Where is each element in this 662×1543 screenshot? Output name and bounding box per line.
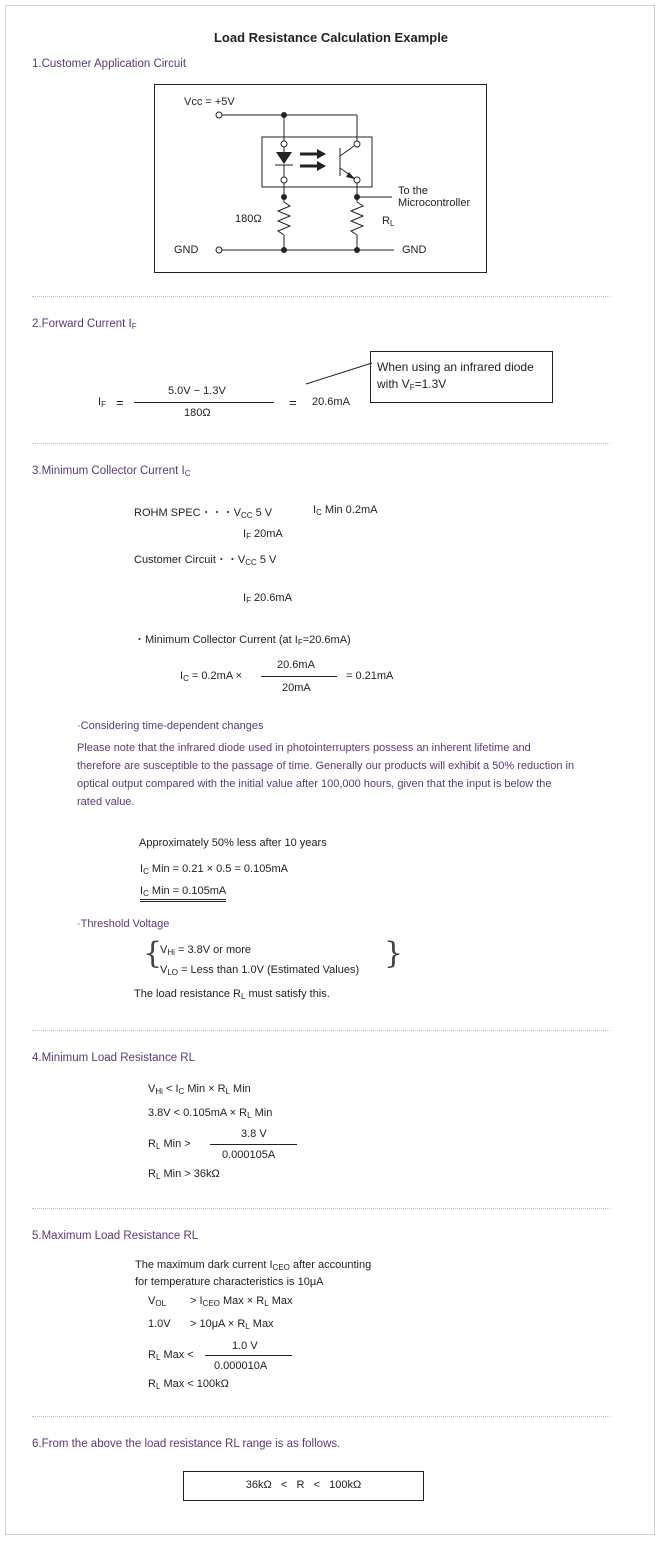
left-brace: { [143,936,163,971]
section-6-heading: 6.From the above the load resistance RL range is as follows. [32,1438,341,1450]
vcc-label: Vcc = +5V [184,96,235,108]
ic-min-result: $I_C$ Min = 0.105mA [140,885,226,902]
callout-line-1: When using an infrared diode [377,360,534,374]
rohm-if: $I_F$ 20mA [243,528,283,541]
time-dependent-note: Please note that the infrared diode used in photointerrupters possess an inherent lifetime and therefore are susceptible to the passage of time. Generally our products will exhibit a 50% reduction in optical output compared with the initial value after 100,000 hours, given that the input is below the rated value. [77,742,575,808]
gnd-left-label: GND [174,244,199,256]
min-rl-denominator: 0.000105A [222,1149,276,1161]
max-rl-denominator: 0.000010A [214,1360,268,1372]
ic-equation-numerator: 20.6mA [277,659,315,671]
min-rl-line-1: $V_{Hi} < I_C$ Min × $R_L$ Min [148,1083,251,1096]
time-dependent-heading: ·Considering time-dependent changes [77,720,264,732]
section-2-heading: 2.Forward Current $I_F$ [32,318,137,331]
equals-sign: = [289,395,297,410]
min-rl-line-3: $R_L$ Min > [148,1138,191,1151]
min-rl-line-2: $3.8V < 0.105mA \times R_L$ Min [148,1107,273,1120]
ic-fraction-line [261,676,337,677]
section-5-heading: 5.Maximum Load Resistance RL [32,1230,199,1242]
max-rl-fraction-line [205,1355,292,1356]
r1-label: 180Ω [235,213,262,225]
rl-range: 36kΩ < R < 100kΩ [245,1479,362,1491]
customer-circuit-line: Customer Circuit・・$V_{CC}$ 5 V [134,554,277,567]
threshold-heading: ·Threshold Voltage [77,918,170,930]
callout-pointer [300,360,376,390]
page-title: Load Resistance Calculation Example [213,30,449,45]
customer-if: $I_F$ 20.6mA [243,592,292,605]
divider [32,1208,610,1209]
max-rl-line-2: > $10\mu A \times R_L$ Max [190,1318,274,1331]
ic-equation-denominator: 20mA [282,682,311,694]
equals-sign: = [116,395,124,410]
divider [32,1030,610,1031]
if-fraction-line [134,402,274,403]
section-4-heading: 4.Minimum Load Resistance RL [32,1052,195,1064]
dark-current-intro: The maximum dark current $I_{CEO}$ after accounting for temperature characteristics is 10μA [135,1259,372,1288]
max-rl-line-1: > $I_{CEO}$ Max × $R_L$ Max [190,1295,293,1308]
right-brace: } [384,936,404,971]
vlo-line: $V_{LO}$ = Less than 1.0V (Estimated Values) [160,964,360,977]
if-denominator: 180Ω [184,407,211,419]
section-3-heading: 3.Minimum Collector Current $I_C$ [32,465,191,478]
ic-min-calc: $I_C$ Min = 0.21 × 0.5 = 0.105mA [140,863,288,876]
ic-equation-lhs: $I_C = 0.2mA$ × [180,670,243,683]
vhi-line: $V_{Hi} = 3.8V$ or more [160,944,252,957]
if-result: 20.6mA [312,396,350,408]
max-rl-result: $R_L$ Max < 100kΩ [148,1378,229,1391]
min-collector-current-label: ・Minimum Collector Current (at $I_F=20.6mA$) [134,634,351,647]
rohm-ic-min: $I_C$ Min 0.2mA [313,504,378,517]
callout-line-2: with $V_F=1.3V$ [377,377,447,392]
min-rl-numerator: 3.8 V [241,1128,267,1140]
divider [32,1416,610,1417]
ic-equation-result: = 0.21mA [346,670,394,682]
rohm-spec-line: ROHM SPEC・・・$V_{CC}$ 5 V [134,507,273,520]
gnd-right-label: GND [402,244,427,256]
circuit-diagram [154,84,487,273]
divider [32,296,610,297]
approx-note: Approximately 50% less after 10 years [139,837,327,849]
if-symbol: $I_F$ [98,396,106,409]
divider [32,443,610,444]
min-rl-result: $R_L$ Min > 36kΩ [148,1168,220,1181]
rl-label: $R_L$ [382,215,395,228]
v10-label: 1.0V [148,1318,171,1330]
min-rl-fraction-line [210,1144,297,1145]
vol-label: $V_{OL}$ [148,1295,167,1308]
max-rl-line-3: $R_L$ Max < [148,1349,194,1362]
max-rl-numerator: 1.0 V [232,1340,258,1352]
microcontroller-label: To the Microcontroller [398,185,471,209]
rl-condition-note: The load resistance $R_L$ must satisfy this. [134,988,330,1001]
if-numerator: 5.0V − 1.3V [168,385,226,397]
section-1-heading: 1.Customer Application Circuit [32,58,187,70]
